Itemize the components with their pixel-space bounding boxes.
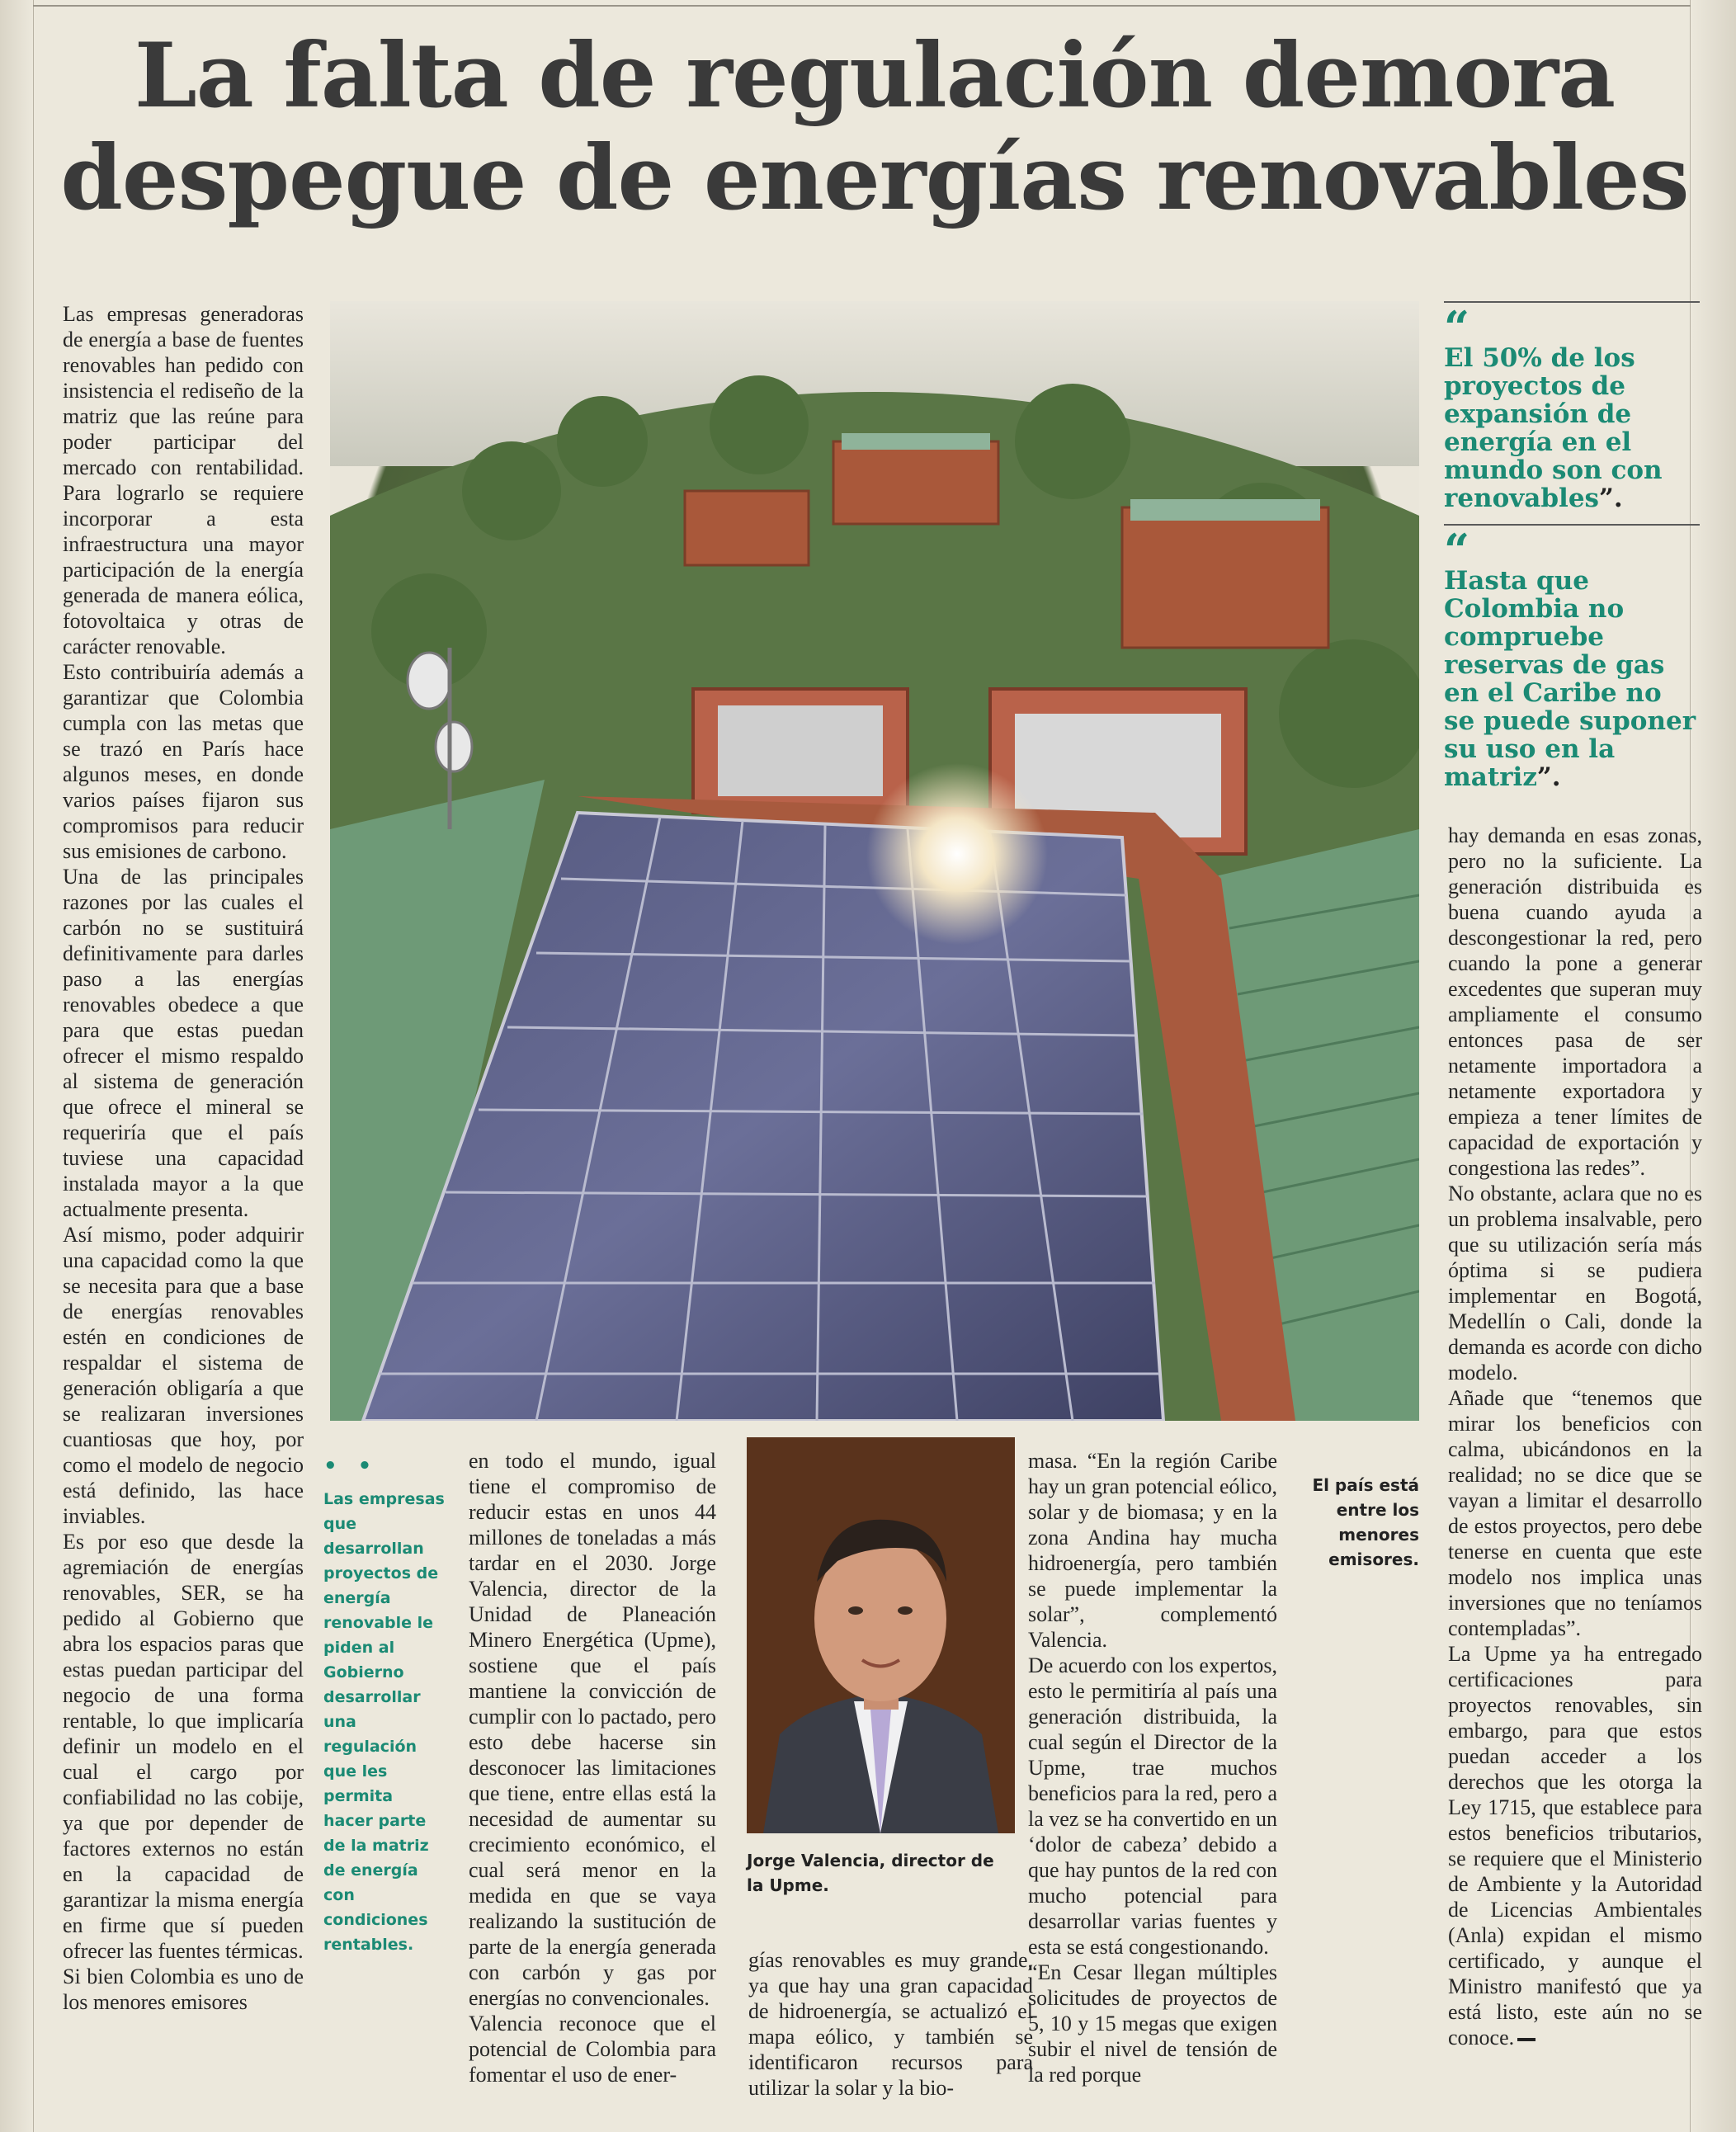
quote-mark-icon: “ [1444, 301, 1470, 354]
sidebar-highlight-text: Las empresas que desarrollan proyectos de energía renovable le piden al Gobierno desarrollar una regulación que les permita hacer parte de la matriz de energía con condiciones rentables. [323, 1490, 445, 1954]
paragraph: Es por eso que desde la agremiación de energías renovables, SER, se ha pedido al Gobierno que abra los espacios paras que estas puedan participar del negocio de una forma rentable, lo que implicaría definir un modelo en el cual el cargo por confiabilidad no las cobije, ya que por depender de factores externos no están en la capacidad de garantizar la misma energía en firme que sí pueden ofrecer las fuentes térmicas. [63, 1530, 304, 1963]
adjacent-page-edge-left [0, 0, 34, 2132]
top-rule [33, 0, 1691, 7]
paragraph: Esto contribuiría además a garantizar que Colombia cumpla con las metas que se trazó en París hace algunos meses, en donde varios países fijaron sus compromisos para reducir sus emisiones de carbono. [63, 660, 304, 863]
portrait-caption: Jorge Valencia, director de la Upme. [747, 1851, 994, 1895]
paragraph [1448, 1641, 1702, 2050]
paragraph: No obstante, aclara que no es un problema insalvable, pero que su utilización sería más óptima si se pudiera implementar en Bogotá, Medellín o Cali, donde la demanda es acorde con dicho modelo. [1448, 1182, 1702, 1384]
pull-quote-close: ”. [1599, 483, 1623, 513]
solar-panels-illustration [330, 301, 1419, 1421]
portrait-photo [747, 1437, 1015, 1833]
sidebar-highlight [323, 1454, 447, 1957]
end-of-article-icon [1517, 2038, 1536, 2041]
quote-mark-icon: “ [1444, 524, 1470, 577]
solar-rooftop-photo [330, 301, 1419, 1421]
bullet-dots-icon: • • [323, 1454, 379, 1479]
closing-text: La Upme ya ha entregado certificaciones para proyectos renovables, sin embargo, para que estos puedan acceder a los derechos que les otorga la Ley 1715, que establece para estos beneficios tributarios, se requiere que el Ministerio de Ambiente y la Autoridad de Licencias Ambientales (Anla) expidan el mismo certificado, y aunque el Ministro manifestó que ya está listo, este aún no se conoce. [1448, 1642, 1702, 2049]
article-column-3 [748, 1947, 1033, 2101]
pull-quote-body: El 50% de los proyectos de expansión de energía en el mundo son con renovables [1444, 343, 1663, 513]
article-column-4 [1028, 1448, 1277, 2087]
paragraph: Una de las principales razones por las cuales el carbón no se sustituirá definitivamente para darles paso a las energías renovables obedece a que para que estas puedan ofrecer el mismo respaldo al sistema de generación que ofrece el mineral se requeriría que el país tuviese una capacidad instalada mayor a la que actualmente presenta. [63, 865, 304, 1221]
paragraph: masa. “En la región Caribe hay un gran potencial eólico, solar y de biomasa; y en la zona Andina hay mucha hidroenergía, pero también se puede implementar la solar”, complementó Valencia. [1028, 1449, 1277, 1652]
paragraph: hay demanda en esas zonas, pero no la suficiente. La generación distribuida es buena cuando ayuda a descongestionar la red, pero cuando la pone a generar excedentes que superan muy ampliamente el consumo entonces pasa de ser netamente importadora a netamente exportadora y empieza a tener límites de capacidad de exportación y congestiona las redes”. [1448, 823, 1702, 1180]
paragraph: Así mismo, poder adquirir una capacidad como la que se necesita para que a base de energías renovables estén en condiciones de respaldar el sistema de generación obligaría a que se realizaran inversiones cuantiosas que hoy, por como el modelo de negocio está definido, las hace inviables. [63, 1223, 304, 1528]
photo-side-caption: El país está entre los menores emisores. [1312, 1475, 1419, 1569]
pull-quote-text [1444, 567, 1700, 791]
paragraph: Si bien Colombia es uno de los menores emisores [63, 1965, 304, 2014]
article-column-1 [63, 301, 304, 2015]
pull-quote-text [1444, 344, 1700, 512]
paragraph: en todo el mundo, igual tiene el compromiso de reducir estas en unos 44 millones de toneladas a más tardar en el 2030. Jorge Valencia, director de la Unidad de Planeación Minero Energética (Upme), sostiene que el país mantiene la convicción de cumplir con lo pactado, pero esto debe hacerse sin desconocer las limitaciones que tiene, entre ellas está la necesidad de aumentar su crecimiento económico, el cual será menor en la medida en que se vaya realizando la sustitución de parte de la energía generada con carbón y gas por energías no convencionales. [469, 1449, 716, 2010]
paragraph: De acuerdo con los expertos, esto le permitiría al país una generación distribuida, la cual según el Director de la Upme, trae muchos beneficios para la red, pero a la vez se ha convertido en un ‘dolor de cabeza’ debido a que hay puntos de la red con mucho potencial para desarrollar varias fuentes y esta se está congestionando. [1028, 1653, 1277, 1959]
paragraph: Añade que “tenemos que mirar los beneficios con calma, ubicándonos en la realidad; no se dice que se vayan a limitar el desarrollo de estos proyectos, pero debe tenerse en cuenta que este modelo nos implica unas inversiones que no teníamos contempladas”. [1448, 1386, 1702, 1640]
article-column-2 [469, 1448, 716, 2087]
headline: La falta de regulación demora despegue de energías renovables [60, 24, 1689, 230]
pull-quote-body: Hasta que Colombia no compruebe reservas de gas en el Caribe no se puede suponer su uso en la matriz [1444, 566, 1696, 792]
pull-quote-close: ”. [1536, 762, 1561, 792]
paragraph: Valencia reconoce que el potencial de Colombia para fomentar el uso de ener- [469, 2012, 716, 2087]
paragraph: “En Cesar llegan múltiples solicitudes de proyectos de 5, 10 y 15 megas que exigen subir el nivel de tensión de la red porque [1028, 1960, 1277, 2087]
man-in-suit-portrait [747, 1437, 1015, 1833]
pull-quote [1444, 301, 1700, 524]
article-column-right [1448, 823, 1702, 2050]
pull-quotes [1444, 301, 1700, 803]
paragraph: gías renovables es muy grande, ya que hay una gran capacidad de hidroenergía, se actualizó el mapa eólico, y también se identificaron recursos para utilizar la solar y la bio- [748, 1948, 1033, 2100]
paragraph: Las empresas generadoras de energía a base de fuentes renovables han pedido con insistencia el rediseño de la matriz que las reúne para poder participar del mercado con rentabilidad. Para lograrlo se requiere incorporar a esta infraestructura una mayor participación de la energía generada de manera eólica, fotovoltaica y otras de carácter renovable. [63, 302, 304, 658]
pull-quote [1444, 524, 1700, 803]
